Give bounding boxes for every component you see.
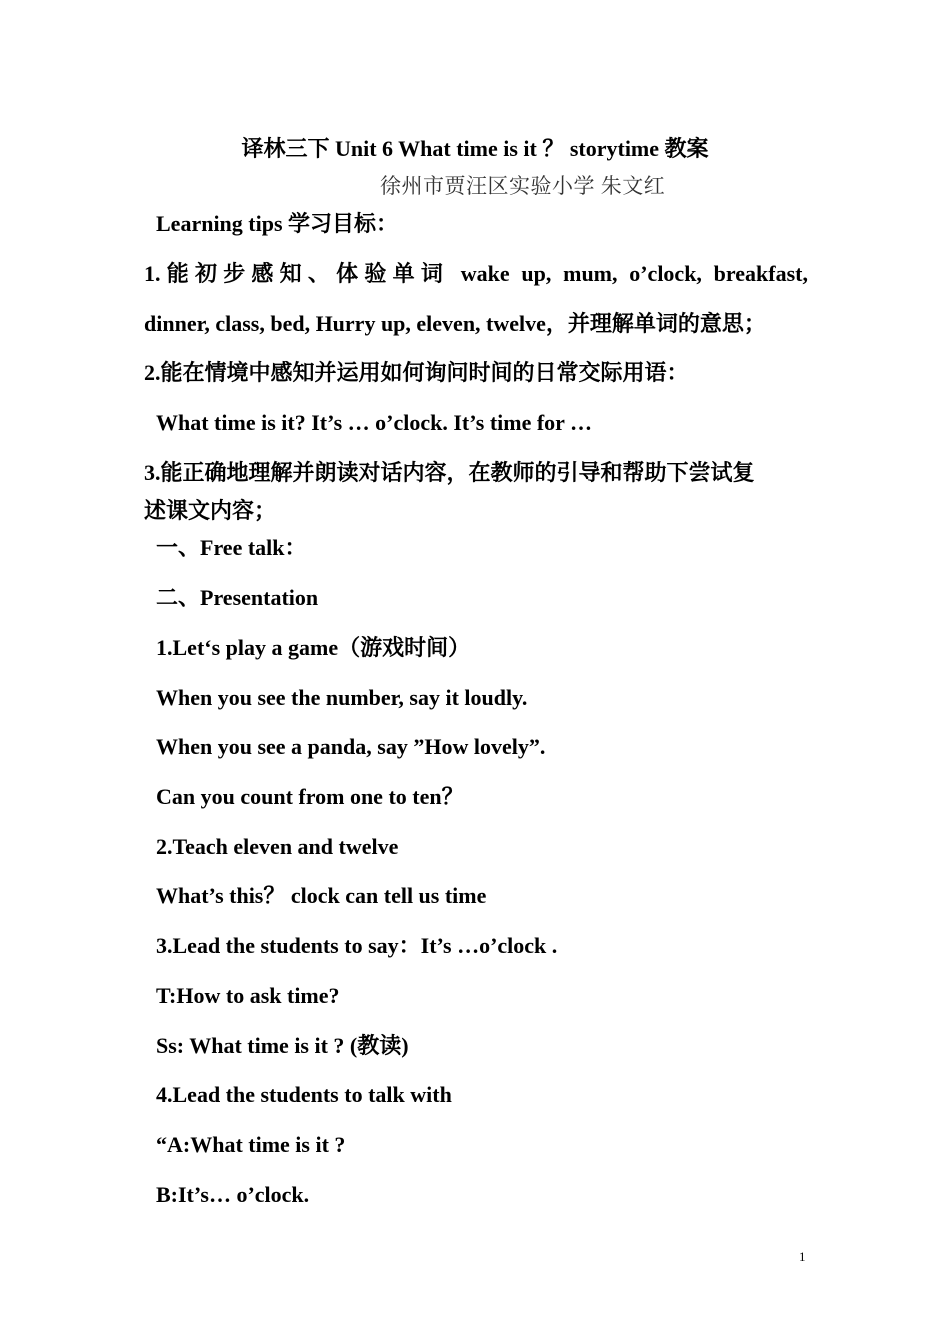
step-3-heading: 3.Lead the students to say：It’s …o’clock . — [156, 933, 558, 958]
step-3-line-b: Ss: What time is it ? (教读) — [156, 1033, 409, 1058]
document-title: 译林三下 Unit 6 What time is it ？ storytime 教案 — [241, 136, 709, 161]
step-1-heading: 1.Let‘s play a game（游戏时间） — [156, 635, 471, 660]
learning-tips-heading: Learning tips 学习目标： — [156, 211, 399, 236]
step-2-heading: 2.Teach eleven and twelve — [156, 834, 399, 859]
objective-3-line-1: 3.能正确地理解并朗读对话内容，在教师的引导和帮助下尝试复 — [144, 460, 755, 485]
objective-3-line-2: 述课文内容； — [144, 498, 277, 523]
step-2-line-a: What’s this？ clock can tell us time — [156, 883, 487, 908]
section-presentation: 二、Presentation — [156, 585, 319, 610]
objective-2-line-2: What time is it? It’s … o’clock. It’s time for … — [156, 410, 593, 435]
objective-1-line-1: 1.能初步感知、体验单词 wake up, mum, o’clock, breakfast, — [144, 261, 808, 286]
page-number: 1 — [799, 1249, 806, 1264]
step-3-line-a: T:How to ask time? — [156, 983, 340, 1008]
step-1-line-b: When you see a panda, say ”How lovely”. — [156, 734, 546, 759]
step-4-line-b: B:It’s… o’clock. — [156, 1182, 310, 1207]
step-4-heading: 4.Lead the students to talk with — [156, 1082, 452, 1107]
objective-1-line-2: dinner, class, bed, Hurry up, eleven, twelve，并理解单词的意思； — [144, 311, 766, 336]
step-1-line-c: Can you count from one to ten？ — [156, 784, 464, 809]
step-4-line-a: “A:What time is it ? — [156, 1132, 346, 1157]
step-1-line-a: When you see the number, say it loudly. — [156, 685, 528, 710]
objective-2-line-1: 2.能在情境中感知并运用如何询问时间的日常交际用语： — [144, 360, 689, 385]
section-free-talk: 一、Free talk： — [156, 535, 307, 560]
author-line: 徐州市贾汪区实验小学 朱文红 — [380, 174, 666, 198]
